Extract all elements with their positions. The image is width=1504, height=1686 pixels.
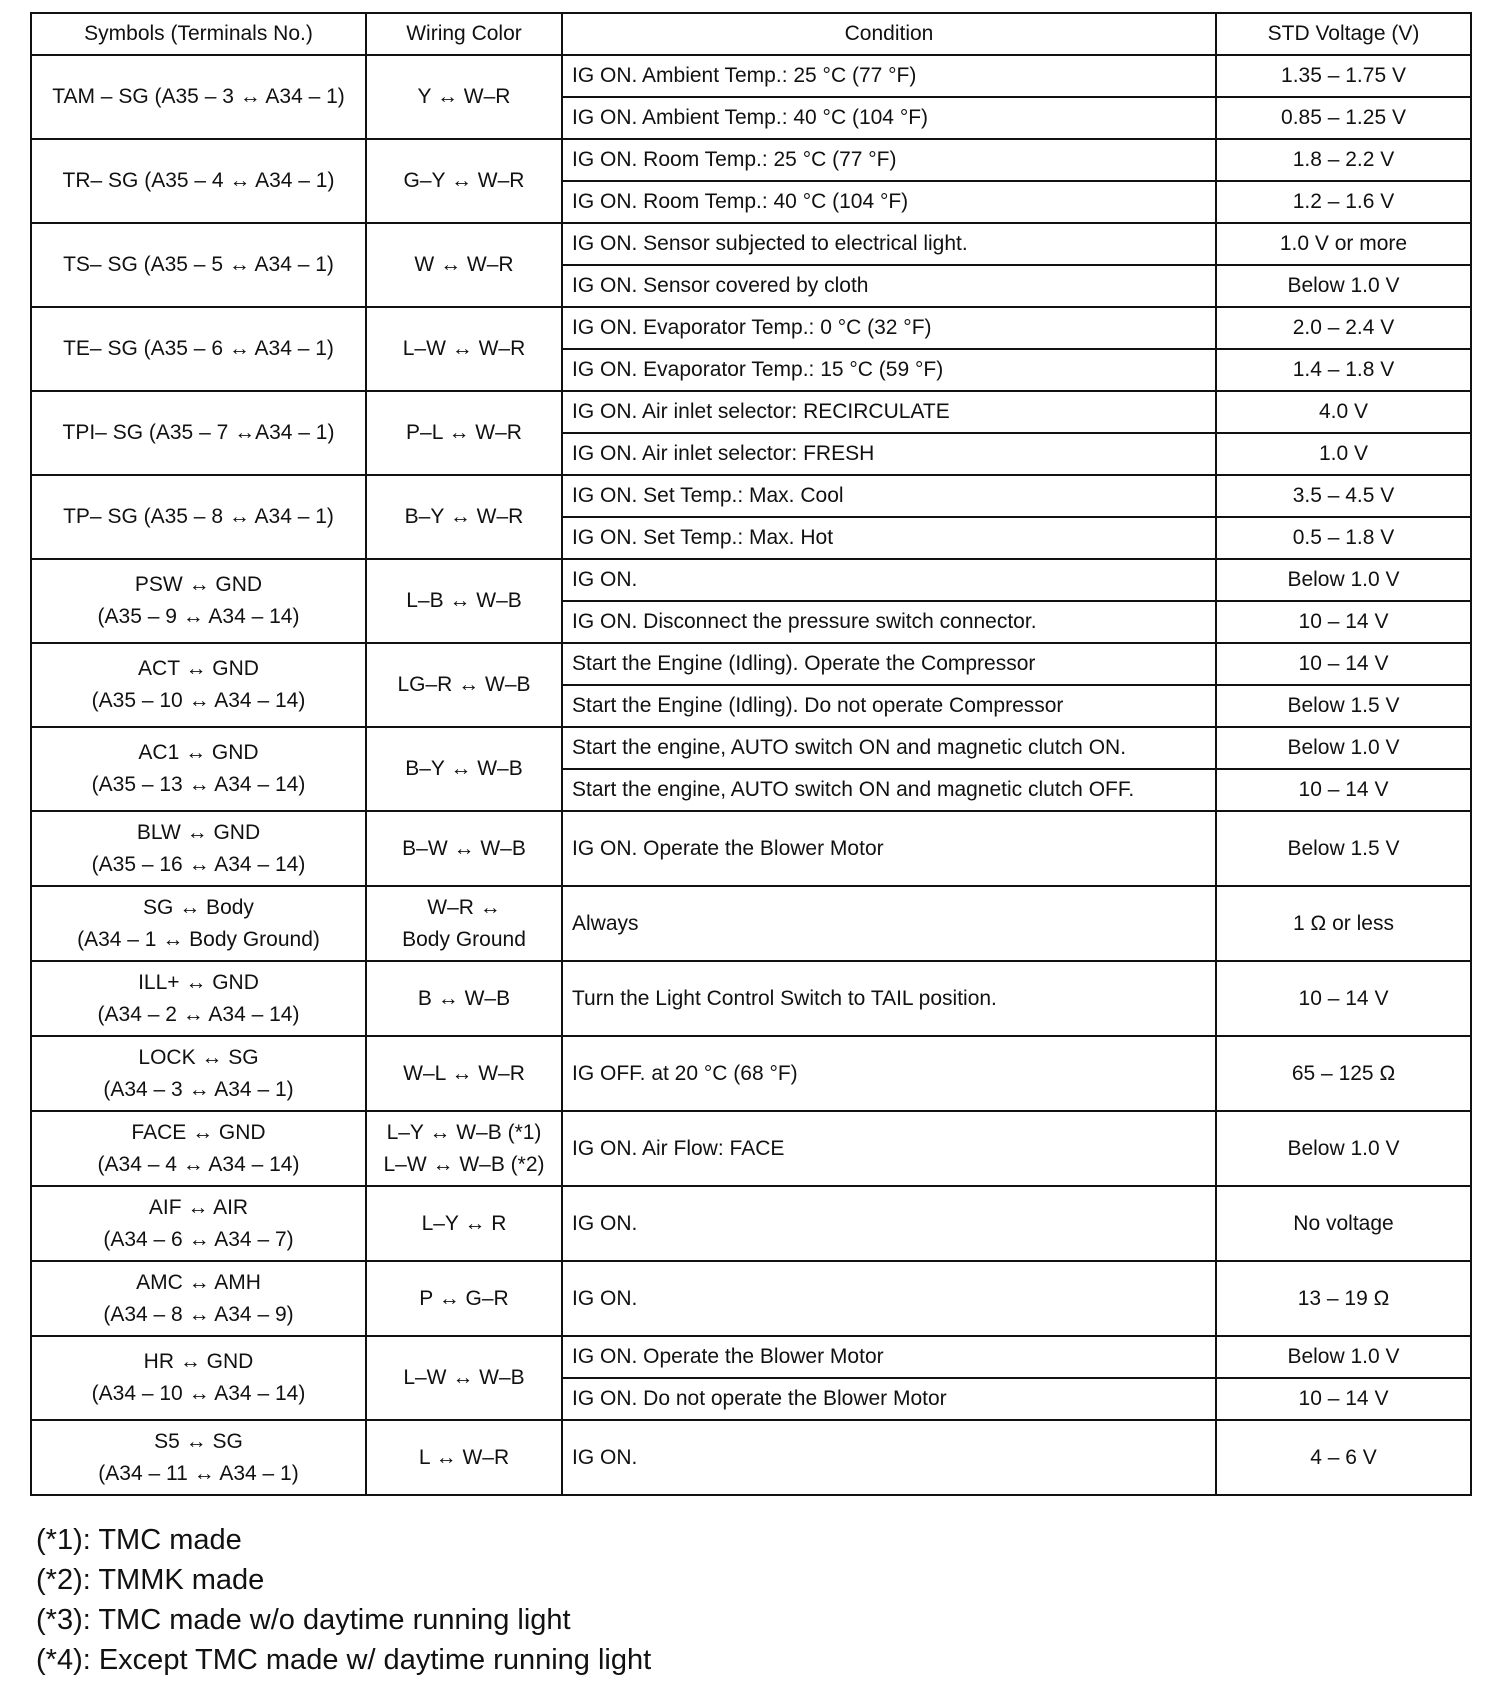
symbol-text: AIF ↔ AIR	[148, 1195, 249, 1219]
std-voltage-cell: 65 – 125 Ω	[1216, 1036, 1471, 1111]
symbol-text: (A34 – 4 ↔ A34 – 14)	[97, 1152, 300, 1176]
std-voltage-cell: 10 – 14 V	[1216, 601, 1471, 643]
wiring-color-text: W ↔ W–R	[414, 253, 514, 276]
condition-cell: IG ON. Operate the Blower Motor	[562, 811, 1216, 886]
std-voltage-cell: Below 1.5 V	[1216, 685, 1471, 727]
wiring-color-cell	[366, 139, 562, 223]
symbol-text: PSW ↔ GND	[134, 573, 263, 596]
wiring-color-text: B ↔ W–B	[417, 986, 511, 1010]
std-voltage-cell: 0.85 – 1.25 V	[1216, 97, 1471, 139]
wiring-color-cell	[366, 727, 562, 811]
footnote: (*3): TMC made w/o daytime running light	[36, 1604, 571, 1636]
wiring-color-cell	[366, 223, 562, 307]
footnote: (*1): TMC made	[36, 1524, 242, 1556]
symbol-text: (A34 – 11 ↔ A34 – 1)	[98, 1461, 299, 1485]
std-voltage-cell: 1.0 V or more	[1216, 223, 1471, 265]
std-voltage-cell: Below 1.0 V	[1216, 1336, 1471, 1378]
wiring-color-text: Body Ground	[402, 927, 526, 951]
condition-cell: IG ON. Evaporator Temp.: 0 °C (32 °F)	[562, 307, 1216, 349]
wiring-color-text: B–W ↔ W–B	[402, 836, 526, 860]
wiring-color-cell	[366, 643, 562, 727]
condition-cell: IG ON. Ambient Temp.: 25 °C (77 °F)	[562, 55, 1216, 97]
symbol-text: TAM – SG (A35 – 3 ↔ A34 – 1)	[52, 85, 345, 108]
wiring-color-text: L–B ↔ W–B	[406, 589, 522, 612]
symbol-text: TE– SG (A35 – 6 ↔ A34 – 1)	[63, 337, 334, 360]
std-voltage-cell: 10 – 14 V	[1216, 643, 1471, 685]
condition-cell: IG ON. Disconnect the pressure switch connector.	[562, 601, 1216, 643]
symbol-text: AMC ↔ AMH	[136, 1270, 261, 1294]
std-voltage-cell: 1.8 – 2.2 V	[1216, 139, 1471, 181]
wiring-color-text: B–Y ↔ W–B	[405, 757, 523, 780]
table-row	[31, 391, 1471, 433]
symbol-text: (A34 – 1 ↔ Body Ground)	[77, 927, 320, 951]
std-voltage-cell: 10 – 14 V	[1216, 961, 1471, 1036]
condition-cell: Always	[562, 886, 1216, 961]
condition-cell: IG ON.	[562, 1261, 1216, 1336]
std-voltage-cell: Below 1.5 V	[1216, 811, 1471, 886]
condition-cell: IG ON.	[562, 559, 1216, 601]
symbol-cell	[31, 475, 366, 559]
symbol-text: (A34 – 10 ↔ A34 – 14)	[91, 1382, 306, 1405]
std-voltage-cell: 0.5 – 1.8 V	[1216, 517, 1471, 559]
symbol-text: (A35 – 9 ↔ A34 – 14)	[97, 605, 300, 628]
std-voltage-cell: 1.4 – 1.8 V	[1216, 349, 1471, 391]
wiring-color-cell	[366, 475, 562, 559]
std-voltage-cell: 4 – 6 V	[1216, 1420, 1471, 1495]
symbol-text: (A34 – 6 ↔ A34 – 7)	[103, 1227, 294, 1251]
wiring-color-text: B–Y ↔ W–R	[404, 505, 524, 528]
footnotes	[36, 1520, 651, 1680]
condition-cell: IG ON. Air inlet selector: RECIRCULATE	[562, 391, 1216, 433]
wiring-color-cell	[366, 886, 562, 961]
table-row	[31, 139, 1471, 181]
condition-cell: IG ON. Do not operate the Blower Motor	[562, 1378, 1216, 1420]
header-symbols: Symbols (Terminals No.)	[31, 13, 366, 55]
footnote: (*2): TMMK made	[36, 1564, 265, 1596]
wiring-color-cell	[366, 961, 562, 1036]
symbol-text: (A34 – 2 ↔ A34 – 14)	[97, 1002, 300, 1026]
symbol-text: AC1 ↔ GND	[138, 741, 259, 764]
condition-cell: IG ON. Set Temp.: Max. Hot	[562, 517, 1216, 559]
wiring-color-text: W–R ↔	[427, 895, 501, 919]
std-voltage-cell: 1 Ω or less	[1216, 886, 1471, 961]
wiring-color-text: LG–R ↔ W–B	[397, 673, 531, 696]
symbol-cell	[31, 1336, 366, 1420]
table-row	[31, 307, 1471, 349]
condition-cell: IG ON. Air inlet selector: FRESH	[562, 433, 1216, 475]
wiring-color-text: L–W ↔ W–B (*2)	[383, 1152, 545, 1176]
wiring-color-cell	[366, 391, 562, 475]
wiring-color-text: G–Y ↔ W–R	[403, 169, 525, 192]
symbol-text: (A34 – 8 ↔ A34 – 9)	[103, 1302, 294, 1326]
symbol-cell	[31, 1186, 366, 1261]
wiring-color-text: P–L ↔ W–R	[406, 421, 522, 444]
wiring-color-cell	[366, 1186, 562, 1261]
table-row	[31, 1261, 1471, 1336]
wiring-color-text: W–L ↔ W–R	[403, 1061, 525, 1085]
table-row	[31, 886, 1471, 961]
symbol-text: BLW ↔ GND	[136, 820, 261, 844]
symbol-text: SG ↔ Body	[143, 895, 254, 919]
condition-cell: Turn the Light Control Switch to TAIL position.	[562, 961, 1216, 1036]
std-voltage-cell: No voltage	[1216, 1186, 1471, 1261]
symbol-cell	[31, 139, 366, 223]
wiring-color-cell	[366, 55, 562, 139]
wiring-color-text: P ↔ G–R	[419, 1286, 509, 1310]
symbol-cell	[31, 811, 366, 886]
wiring-color-cell	[366, 1111, 562, 1186]
header-condition: Condition	[562, 13, 1216, 55]
symbol-text: HR ↔ GND	[143, 1350, 254, 1373]
condition-cell: IG ON. Evaporator Temp.: 15 °C (59 °F)	[562, 349, 1216, 391]
symbol-cell	[31, 559, 366, 643]
condition-cell: IG ON.	[562, 1420, 1216, 1495]
condition-cell: IG ON. Set Temp.: Max. Cool	[562, 475, 1216, 517]
header-wiring-color: Wiring Color	[366, 13, 562, 55]
symbol-text: FACE ↔ GND	[131, 1120, 266, 1144]
table-row	[31, 1036, 1471, 1111]
std-voltage-cell: 10 – 14 V	[1216, 1378, 1471, 1420]
condition-cell: Start the Engine (Idling). Operate the Compressor	[562, 643, 1216, 685]
std-voltage-cell: 1.2 – 1.6 V	[1216, 181, 1471, 223]
table-row	[31, 727, 1471, 769]
symbol-cell	[31, 886, 366, 961]
wiring-color-text: L–Y ↔ R	[421, 1211, 507, 1235]
wiring-color-cell	[366, 307, 562, 391]
symbol-text: (A35 – 16 ↔ A34 – 14)	[91, 852, 306, 876]
table-body	[31, 55, 1471, 1495]
terminal-voltage-table	[30, 12, 1472, 1496]
condition-cell: IG ON. Air Flow: FACE	[562, 1111, 1216, 1186]
table-row	[31, 475, 1471, 517]
condition-cell: Start the engine, AUTO switch ON and magnetic clutch OFF.	[562, 769, 1216, 811]
symbol-text: TP– SG (A35 – 8 ↔ A34 – 1)	[63, 505, 334, 528]
symbol-cell	[31, 1261, 366, 1336]
symbol-text: ACT ↔ GND	[138, 657, 259, 680]
table-row	[31, 1420, 1471, 1495]
std-voltage-cell: Below 1.0 V	[1216, 265, 1471, 307]
symbol-cell	[31, 1036, 366, 1111]
symbol-cell	[31, 643, 366, 727]
condition-cell: IG ON. Room Temp.: 25 °C (77 °F)	[562, 139, 1216, 181]
wiring-color-text: L–Y ↔ W–B (*1)	[386, 1120, 542, 1144]
symbol-text: TPI– SG (A35 – 7 ↔A34 – 1)	[62, 421, 335, 444]
table-row	[31, 1336, 1471, 1378]
table-row	[31, 559, 1471, 601]
wiring-color-cell	[366, 1336, 562, 1420]
symbol-text: (A35 – 10 ↔ A34 – 14)	[91, 689, 306, 712]
condition-cell: Start the Engine (Idling). Do not operate Compressor	[562, 685, 1216, 727]
symbol-cell	[31, 727, 366, 811]
std-voltage-cell: 4.0 V	[1216, 391, 1471, 433]
std-voltage-cell: Below 1.0 V	[1216, 727, 1471, 769]
condition-cell: IG ON. Ambient Temp.: 40 °C (104 °F)	[562, 97, 1216, 139]
std-voltage-cell: 13 – 19 Ω	[1216, 1261, 1471, 1336]
condition-cell: IG OFF. at 20 °C (68 °F)	[562, 1036, 1216, 1111]
symbol-text: LOCK ↔ SG	[138, 1045, 259, 1069]
std-voltage-cell: 2.0 – 2.4 V	[1216, 307, 1471, 349]
symbol-text: (A35 – 13 ↔ A34 – 14)	[91, 773, 306, 796]
symbol-cell	[31, 1111, 366, 1186]
std-voltage-cell: 3.5 – 4.5 V	[1216, 475, 1471, 517]
table-row	[31, 643, 1471, 685]
std-voltage-cell: 1.0 V	[1216, 433, 1471, 475]
condition-cell: IG ON. Sensor covered by cloth	[562, 265, 1216, 307]
symbol-cell	[31, 223, 366, 307]
wiring-color-text: L–W ↔ W–R	[402, 337, 526, 360]
wiring-color-text: Y ↔ W–R	[417, 85, 511, 108]
wiring-color-cell	[366, 559, 562, 643]
table-row	[31, 55, 1471, 97]
symbol-text: ILL+ ↔ GND	[138, 970, 259, 994]
condition-cell: IG ON. Operate the Blower Motor	[562, 1336, 1216, 1378]
header-std-voltage: STD Voltage (V)	[1216, 13, 1471, 55]
symbol-cell	[31, 55, 366, 139]
table-row	[31, 961, 1471, 1036]
wiring-color-cell	[366, 1261, 562, 1336]
table-row	[31, 223, 1471, 265]
std-voltage-cell: Below 1.0 V	[1216, 1111, 1471, 1186]
wiring-color-text: L–W ↔ W–B	[403, 1366, 525, 1389]
symbol-cell	[31, 307, 366, 391]
condition-cell: IG ON. Sensor subjected to electrical light.	[562, 223, 1216, 265]
condition-cell: IG ON.	[562, 1186, 1216, 1261]
symbol-text: TR– SG (A35 – 4 ↔ A34 – 1)	[62, 169, 335, 192]
footnote: (*4): Except TMC made w/ daytime running light	[36, 1644, 652, 1676]
table-row	[31, 1186, 1471, 1261]
wiring-color-cell	[366, 811, 562, 886]
wiring-color-cell	[366, 1036, 562, 1111]
symbol-cell	[31, 961, 366, 1036]
table-row	[31, 811, 1471, 886]
symbol-text: TS– SG (A35 – 5 ↔ A34 – 1)	[63, 253, 334, 276]
symbol-cell	[31, 1420, 366, 1495]
symbol-cell	[31, 391, 366, 475]
std-voltage-cell: 1.35 – 1.75 V	[1216, 55, 1471, 97]
std-voltage-cell: Below 1.0 V	[1216, 559, 1471, 601]
table-row	[31, 1111, 1471, 1186]
std-voltage-cell: 10 – 14 V	[1216, 769, 1471, 811]
symbol-text: S5 ↔ SG	[154, 1429, 243, 1453]
header-row	[31, 13, 1471, 55]
condition-cell: Start the engine, AUTO switch ON and magnetic clutch ON.	[562, 727, 1216, 769]
condition-cell: IG ON. Room Temp.: 40 °C (104 °F)	[562, 181, 1216, 223]
wiring-color-text: L ↔ W–R	[418, 1445, 510, 1469]
symbol-text: (A34 – 3 ↔ A34 – 1)	[103, 1077, 294, 1101]
wiring-color-cell	[366, 1420, 562, 1495]
